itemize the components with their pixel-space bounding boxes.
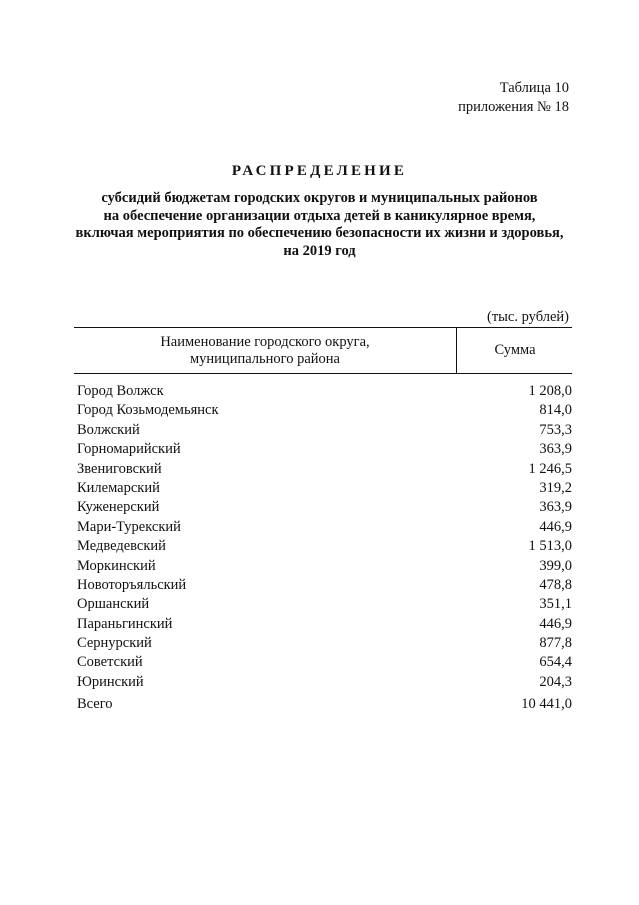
row-value: 654,4: [539, 654, 572, 671]
row-value: 446,9: [539, 518, 572, 535]
table-row: [74, 518, 572, 537]
column-header-name-line2: муниципального района: [189, 350, 340, 367]
table-row: [74, 460, 572, 479]
table-body: [74, 382, 572, 692]
row-name: Куженерский: [77, 499, 160, 516]
row-value: 399,0: [539, 557, 572, 574]
row-value: 753,3: [539, 421, 572, 438]
row-name: Параньгинский: [77, 615, 173, 632]
row-value: 363,9: [539, 441, 572, 458]
row-name: Горномарийский: [77, 441, 181, 458]
row-value: 446,9: [539, 615, 572, 632]
column-header-name-line1: Наименование городского округа,: [160, 333, 370, 350]
row-value: 351,1: [539, 596, 572, 613]
row-name: Моркинский: [77, 557, 156, 574]
row-name: Новоторъяльский: [77, 576, 187, 593]
row-value: 363,9: [539, 499, 572, 516]
row-name: Сернурский: [77, 635, 152, 652]
column-header-name: [74, 328, 456, 373]
total-value: 10 441,0: [521, 696, 572, 712]
document-subtitle: [60, 190, 579, 260]
table-row: [74, 653, 572, 672]
row-value: 204,3: [539, 673, 572, 690]
subtitle-line: на 2019 год: [283, 242, 356, 259]
table-row: [74, 576, 572, 595]
distribution-table: [74, 327, 572, 712]
table-reference: [458, 79, 569, 117]
row-name: Оршанский: [77, 596, 150, 613]
reference-appendix-number: приложения № 18: [458, 99, 569, 115]
table-total-row: [74, 695, 572, 714]
row-name: Звениговский: [77, 460, 162, 477]
table-row: [74, 537, 572, 556]
subtitle-line: субсидий бюджетам городских округов и муниципальных районов: [101, 190, 538, 206]
table-row: [74, 615, 572, 634]
table-header: [74, 327, 572, 374]
row-value: 478,8: [539, 576, 572, 593]
table-row: [74, 382, 572, 401]
row-name: Волжский: [77, 421, 140, 438]
row-name: Город Козьмодемьянск: [77, 402, 219, 419]
units-note: (тыс. рублей): [487, 309, 569, 325]
table-row: [74, 673, 572, 692]
table-row: [74, 421, 572, 440]
subtitle-line: включая мероприятия по обеспечению безопасности их жизни и здоровья,: [75, 225, 564, 241]
row-name: Юринский: [77, 673, 144, 690]
row-name: Мари-Турекский: [77, 518, 181, 535]
reference-table-number: Таблица 10: [499, 80, 569, 96]
column-header-sum: Сумма: [494, 342, 536, 358]
row-name: Город Волжск: [77, 383, 164, 399]
table-row: [74, 634, 572, 653]
row-value: 319,2: [539, 479, 572, 496]
row-value: 877,8: [539, 635, 572, 652]
document-title: РАСПРЕДЕЛЕНИЕ: [231, 163, 408, 179]
row-name: Советский: [77, 654, 143, 671]
table-row: [74, 557, 572, 576]
row-name: Медведевский: [77, 538, 166, 555]
row-value: 814,0: [539, 402, 572, 419]
row-value: 1 208,0: [528, 383, 572, 399]
column-divider: [456, 328, 457, 373]
table-row: [74, 479, 572, 498]
table-row: [74, 440, 572, 459]
table-row: [74, 595, 572, 614]
table-row: [74, 498, 572, 517]
subtitle-line: на обеспечение организации отдыха детей в каникулярное время,: [103, 207, 536, 224]
total-label: Всего: [77, 696, 113, 712]
row-value: 1 246,5: [528, 460, 572, 477]
row-value: 1 513,0: [528, 538, 572, 555]
table-row: [74, 401, 572, 420]
row-name: Килемарский: [77, 479, 160, 496]
